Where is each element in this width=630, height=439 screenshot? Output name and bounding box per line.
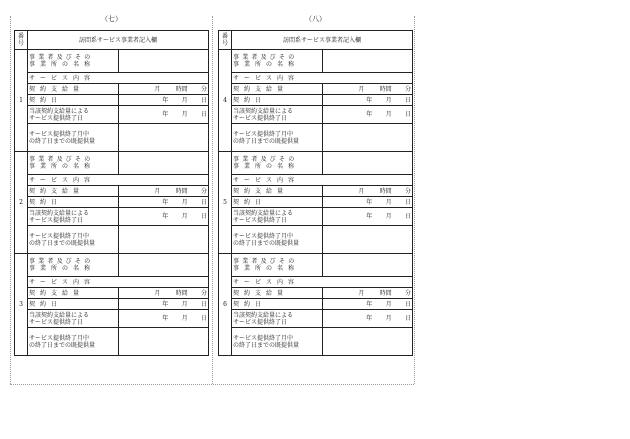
contract-amount-field[interactable]: 月 時間 分 [118,84,209,95]
contract-date-field[interactable]: 年 月 日 [322,197,413,208]
service-end-label: 当該契約支給量による サービス提供終了日 [28,208,119,226]
service-content-field[interactable]: サービス内容 [28,73,209,84]
service-end-date-field[interactable]: 年 月 日 [118,208,209,226]
business-name-label: 事業者及びその 事業所の名称 [28,254,119,277]
business-name-label: 事業者及びその 事業所の名称 [28,152,119,175]
service-end-date-field[interactable]: 年 月 日 [118,310,209,328]
row-number: 6 [219,254,232,356]
contract-date-field[interactable]: 年 月 日 [118,95,209,106]
provided-amount-label: サービス提供終了月中 の終了日までの既提供量 [28,124,119,152]
form-panel-right [218,15,413,356]
service-content-field[interactable]: サービス内容 [232,277,413,288]
page-center-divider [212,16,213,384]
contract-date-label: 契約日 [28,197,119,208]
row-number: 1 [15,50,28,152]
header-title: 訪問系サービス事業者記入欄 [232,31,413,50]
provided-amount-field[interactable] [322,124,413,152]
business-name-field[interactable] [322,152,413,175]
business-name-field[interactable] [118,152,209,175]
contract-date-label: 契約日 [232,197,323,208]
service-end-date-field[interactable]: 年 月 日 [322,208,413,226]
business-name-label: 事業者及びその 事業所の名称 [232,254,323,277]
contract-amount-field[interactable]: 月 時間 分 [118,186,209,197]
contract-amount-label: 契約支給量 [28,186,119,197]
contract-date-label: 契約日 [232,95,323,106]
record-table [218,30,413,356]
provided-amount-label: サービス提供終了月中 の終了日までの既提供量 [28,328,119,356]
row-number: 5 [219,152,232,254]
service-end-label: 当該契約支給量による サービス提供終了日 [232,310,323,328]
panel-title: （七） [101,15,122,23]
service-end-label: 当該契約支給量による サービス提供終了日 [232,208,323,226]
contract-amount-label: 契約支給量 [28,84,119,95]
row-number: 3 [15,254,28,356]
contract-amount-field[interactable]: 月 時間 分 [118,288,209,299]
service-end-label: 当該契約支給量による サービス提供終了日 [232,106,323,124]
business-name-field[interactable] [322,254,413,277]
panel-title: （八） [305,15,326,23]
service-end-date-field[interactable]: 年 月 日 [118,106,209,124]
service-end-date-field[interactable]: 年 月 日 [322,310,413,328]
contract-amount-label: 契約支給量 [28,288,119,299]
record-table [14,30,209,356]
business-name-field[interactable] [322,50,413,73]
business-name-label: 事業者及びその 事業所の名称 [28,50,119,73]
provided-amount-field[interactable] [118,226,209,254]
provided-amount-field[interactable] [322,226,413,254]
header-index: 番号 [15,31,28,50]
service-end-label: 当該契約支給量による サービス提供終了日 [28,310,119,328]
service-content-field[interactable]: サービス内容 [232,175,413,186]
service-end-date-field[interactable]: 年 月 日 [322,106,413,124]
contract-date-field[interactable]: 年 月 日 [322,95,413,106]
contract-date-label: 契約日 [28,95,119,106]
contract-date-field[interactable]: 年 月 日 [322,299,413,310]
service-content-field[interactable]: サービス内容 [28,175,209,186]
provided-amount-label: サービス提供終了月中 の終了日までの既提供量 [232,226,323,254]
business-name-field[interactable] [118,254,209,277]
contract-date-label: 契約日 [232,299,323,310]
contract-amount-label: 契約支給量 [232,288,323,299]
provided-amount-field[interactable] [322,328,413,356]
header-title: 訪問系サービス事業者記入欄 [28,31,209,50]
business-name-label: 事業者及びその 事業所の名称 [232,50,323,73]
provided-amount-label: サービス提供終了月中 の終了日までの既提供量 [28,226,119,254]
contract-date-label: 契約日 [28,299,119,310]
page-border-left [10,16,11,384]
provided-amount-field[interactable] [118,124,209,152]
service-content-field[interactable]: サービス内容 [28,277,209,288]
provided-amount-label: サービス提供終了月中 の終了日までの既提供量 [232,124,323,152]
business-name-field[interactable] [118,50,209,73]
provided-amount-label: サービス提供終了月中 の終了日までの既提供量 [232,328,323,356]
page-border-right [414,16,415,384]
contract-date-field[interactable]: 年 月 日 [118,197,209,208]
row-number: 2 [15,152,28,254]
row-number: 4 [219,50,232,152]
contract-amount-field[interactable]: 月 時間 分 [322,84,413,95]
form-panel-left [14,15,209,356]
contract-amount-label: 契約支給量 [232,186,323,197]
business-name-label: 事業者及びその 事業所の名称 [232,152,323,175]
contract-date-field[interactable]: 年 月 日 [118,299,209,310]
service-end-label: 当該契約支給量による サービス提供終了日 [28,106,119,124]
contract-amount-field[interactable]: 月 時間 分 [322,288,413,299]
contract-amount-label: 契約支給量 [232,84,323,95]
provided-amount-field[interactable] [118,328,209,356]
service-content-field[interactable]: サービス内容 [232,73,413,84]
header-index: 番号 [219,31,232,50]
page-border-bottom [10,384,414,385]
contract-amount-field[interactable]: 月 時間 分 [322,186,413,197]
